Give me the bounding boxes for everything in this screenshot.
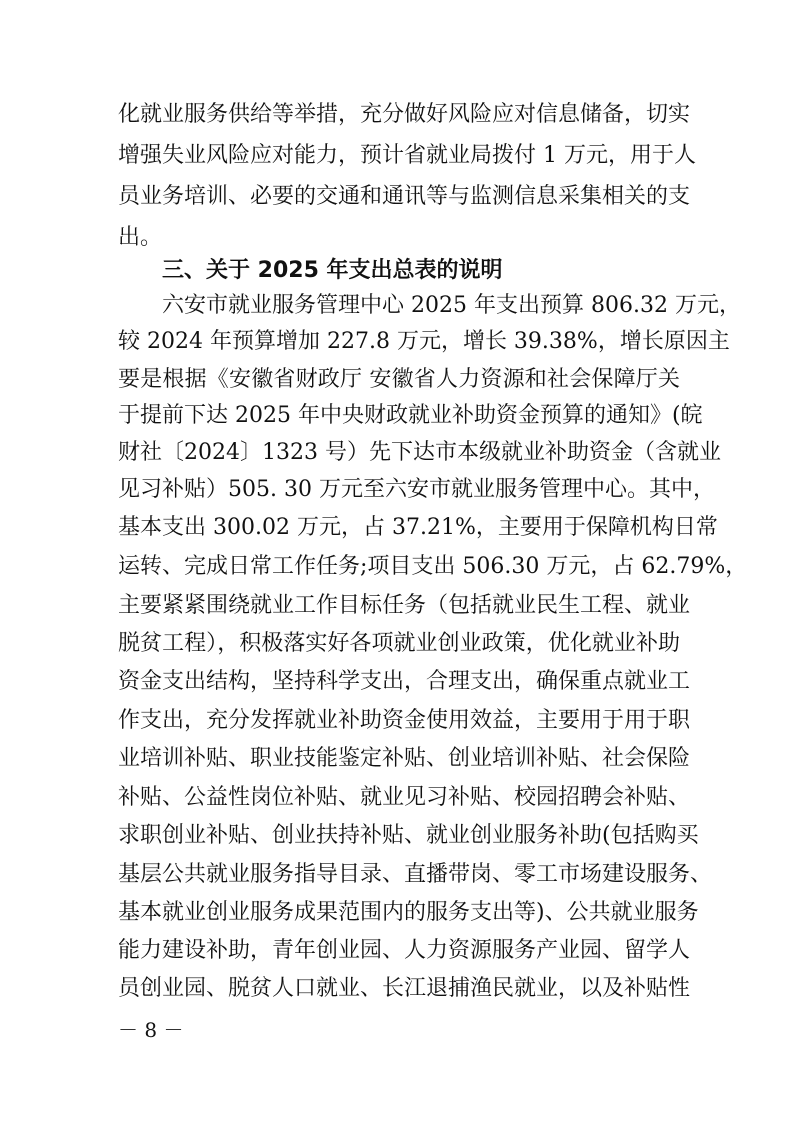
paragraph-line: 六安市就业服务管理中心 2025 年支出预算 806.32 万元， bbox=[162, 293, 741, 318]
paragraph-line: 员创业园、脱贫人口就业、长江退捕渔民就业，以及补贴性 bbox=[118, 976, 691, 1001]
paragraph-line: 基层公共就业服务指导目录、直播带岗、零工市场建设服务、 bbox=[118, 862, 713, 887]
paragraph-line: 较 2024 年预算增加 227.8 万元，增长 39.38%，增长原因主 bbox=[118, 329, 730, 354]
paragraph-line: 员业务培训、必要的交通和通讯等与监测信息采集相关的支 bbox=[118, 184, 691, 209]
paragraph-line: 化就业服务供给等举措，充分做好风险应对信息储备，切实 bbox=[118, 102, 691, 127]
paragraph-line: 基本支出 300.02 万元，占 37.21%，主要用于保障机构日常 bbox=[118, 515, 718, 540]
paragraph-line: 财社〔2024〕1323 号）先下达市本级就业补助资金（含就业 bbox=[118, 440, 721, 465]
page-number: － 8 － bbox=[118, 1018, 184, 1042]
paragraph-line: 主要紧紧围绕就业工作目标任务（包括就业民生工程、就业 bbox=[118, 593, 691, 618]
paragraph-line: 资金支出结构，坚持科学支出，合理支出，确保重点就业工 bbox=[118, 669, 691, 694]
paragraph-line: 基本就业创业服务成果范围内的服务支出等)、公共就业服务 bbox=[118, 900, 699, 925]
paragraph-line: 补贴、公益性岗位补贴、就业见习补贴、校园招聘会补贴、 bbox=[118, 785, 691, 810]
paragraph-line: 增强失业风险应对能力，预计省就业局拨付 1 万元，用于人 bbox=[118, 143, 696, 168]
paragraph-line: 作支出，充分发挥就业补助资金使用效益，主要用于用于职 bbox=[118, 708, 691, 733]
paragraph-line: 出。 bbox=[118, 225, 163, 250]
paragraph-line: 业培训补贴、职业技能鉴定补贴、创业培训补贴、社会保险 bbox=[118, 746, 691, 771]
paragraph-line: 能力建设补助，青年创业园、人力资源服务产业园、留学人 bbox=[118, 938, 691, 963]
paragraph-line: 见习补贴）505. 30 万元至六安市就业服务管理中心。其中， bbox=[118, 477, 715, 502]
paragraph-line: 脱贫工程），积极落实好各项就业创业政策，优化就业补助 bbox=[118, 631, 680, 656]
section-heading: 三、关于 2025 年支出总表的说明 bbox=[162, 258, 503, 283]
paragraph-line: 运转、完成日常工作任务;项目支出 506.30 万元，占 62.79%， bbox=[118, 554, 748, 579]
paragraph-line: 要是根据《安徽省财政厅 安徽省人力资源和社会保障厅关 bbox=[118, 367, 680, 392]
paragraph-line: 于提前下达 2025 年中央财政就业补助资金预算的通知》(皖 bbox=[118, 403, 703, 428]
paragraph-line: 求职创业补贴、创业扶持补贴、就业创业服务补助(包括购买 bbox=[118, 823, 699, 848]
